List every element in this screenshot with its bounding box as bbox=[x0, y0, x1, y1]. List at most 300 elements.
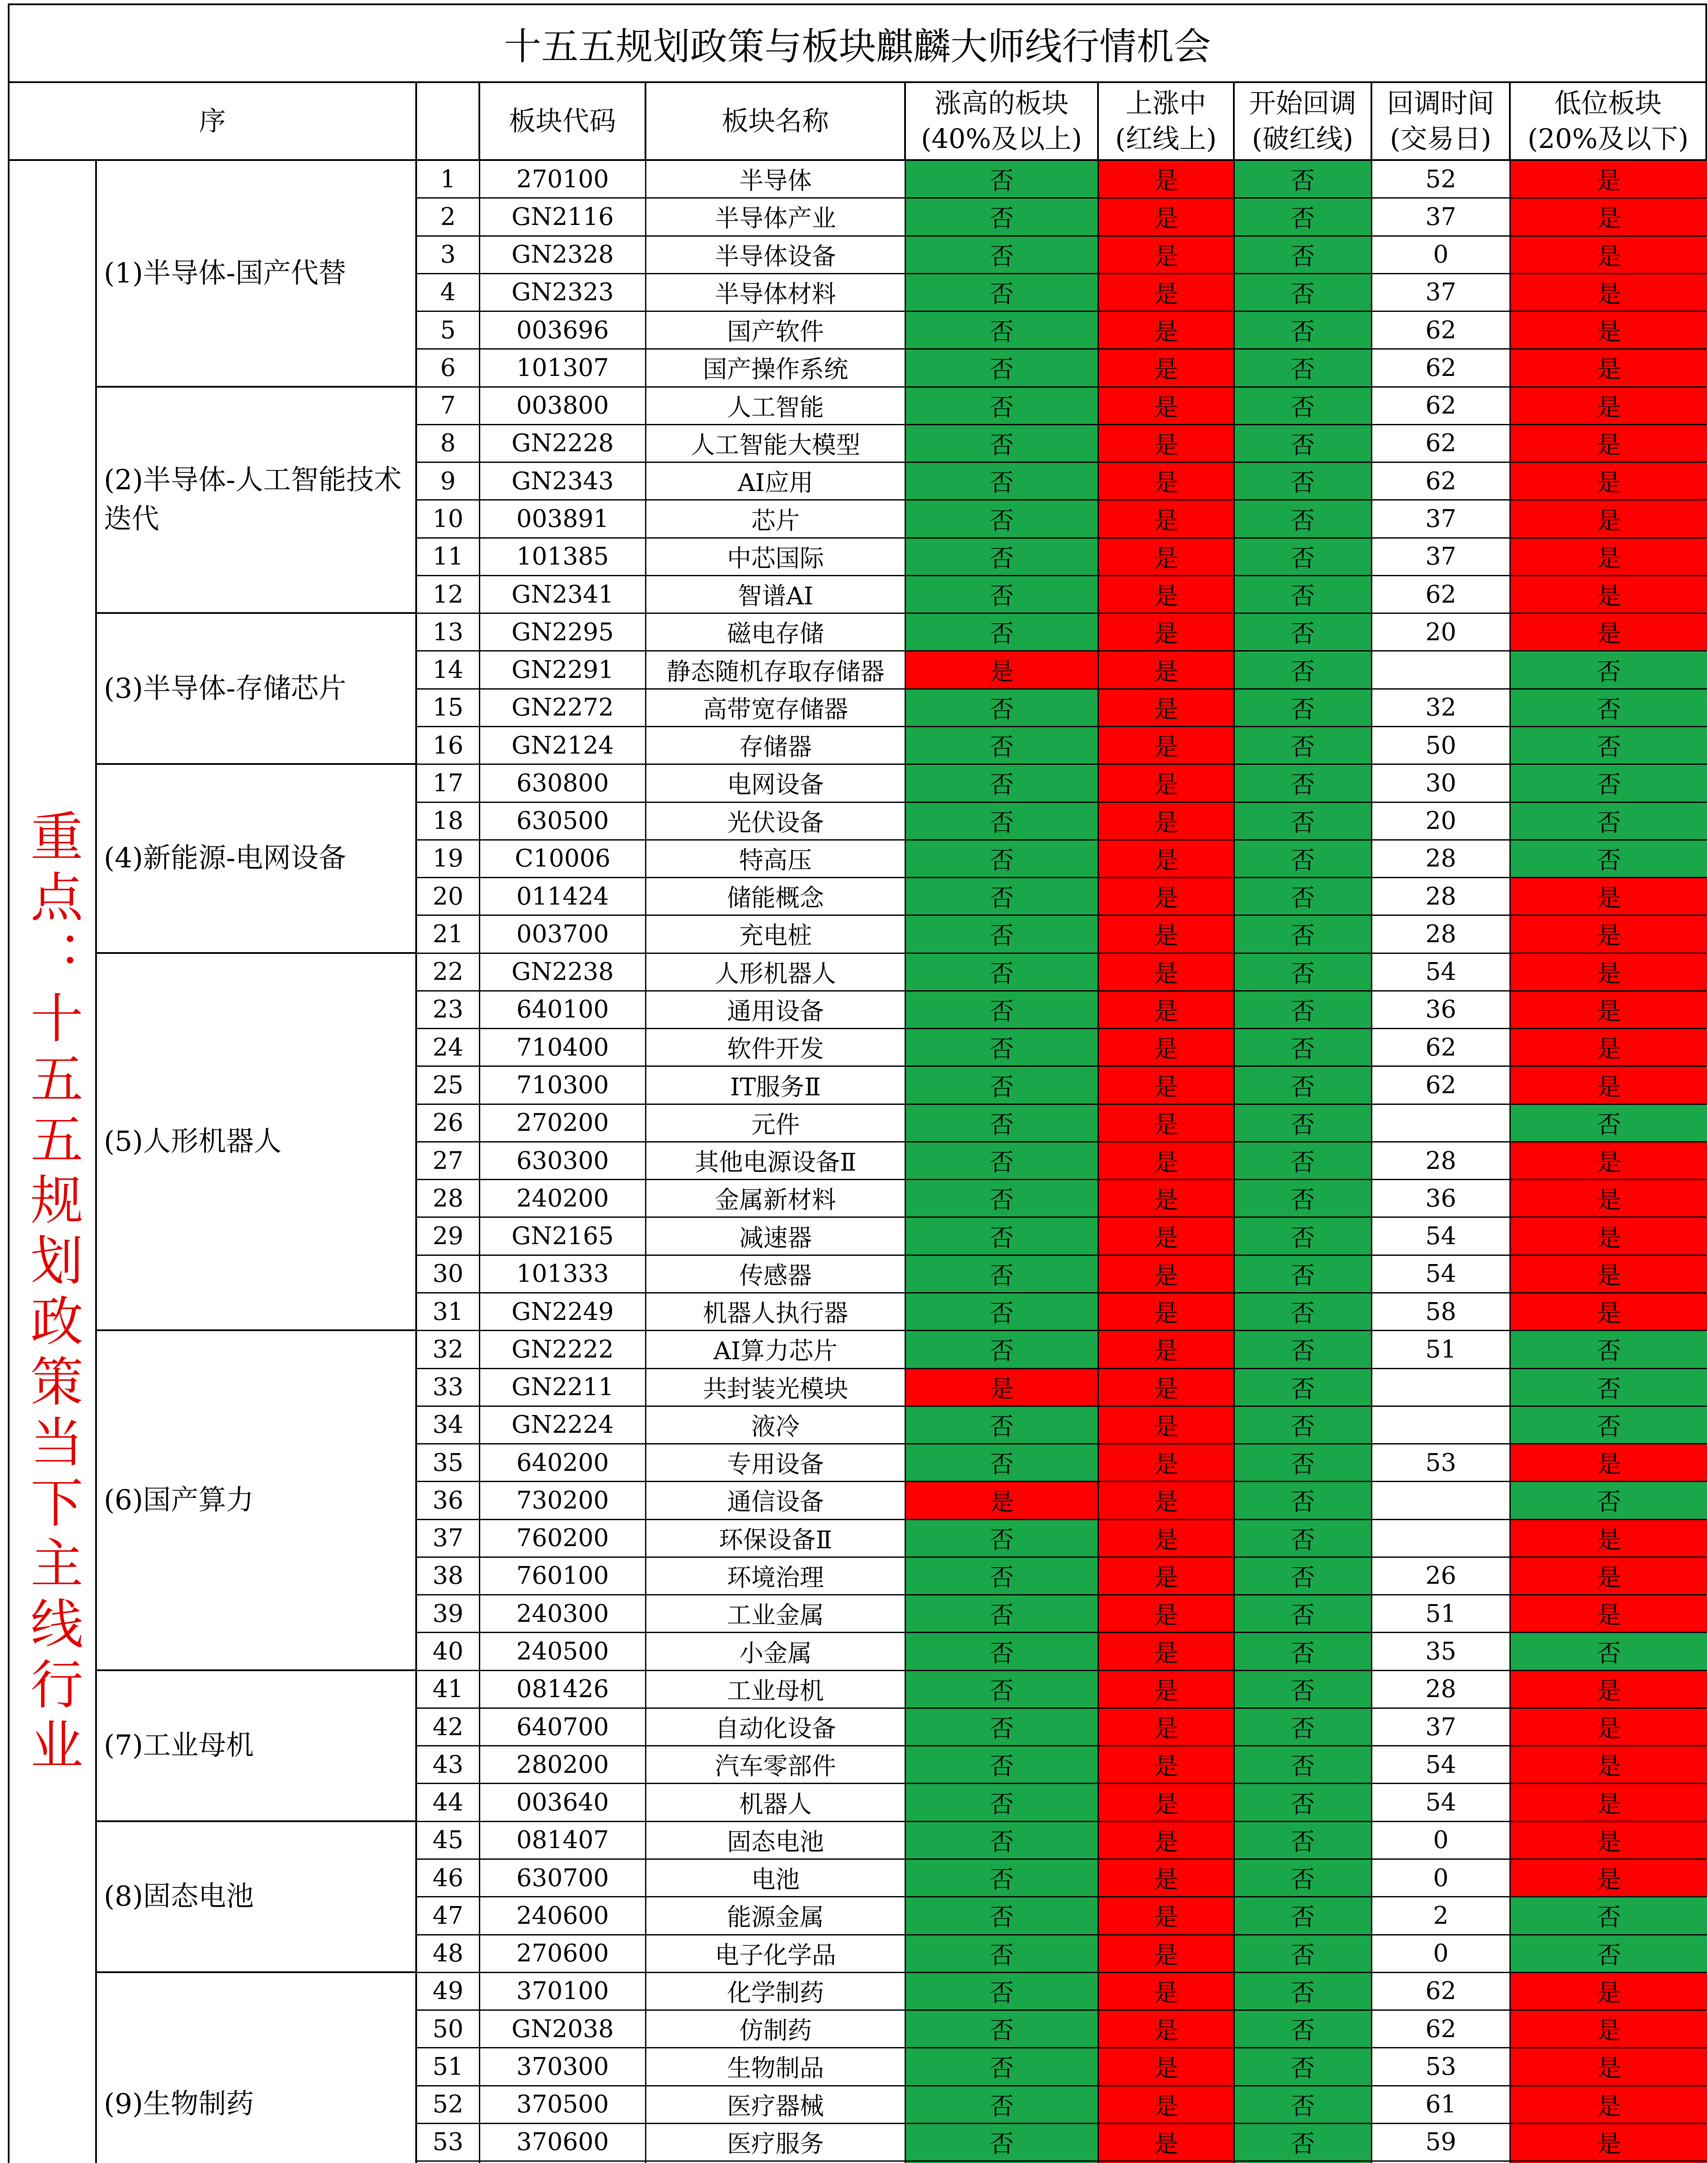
row-pullback-start: 否 bbox=[1235, 727, 1372, 764]
row-pullback-start: 否 bbox=[1235, 1822, 1372, 1858]
table-row bbox=[417, 237, 1707, 274]
row-pullback-days: 53 bbox=[1372, 1444, 1511, 1481]
row-pullback-days: 28 bbox=[1372, 878, 1511, 915]
row-name: 芯片 bbox=[646, 501, 906, 537]
row-index: 38 bbox=[417, 1558, 480, 1594]
row-rising: 是 bbox=[1099, 992, 1235, 1028]
row-index: 19 bbox=[417, 841, 480, 877]
row-pullback-days: 58 bbox=[1372, 1293, 1511, 1330]
row-rising: 是 bbox=[1099, 1633, 1235, 1669]
row-pullback-days: 30 bbox=[1372, 765, 1511, 801]
table-row bbox=[417, 576, 1707, 614]
row-pullback-start: 否 bbox=[1235, 1746, 1372, 1783]
row-rising: 是 bbox=[1099, 727, 1235, 764]
row-index: 45 bbox=[417, 1822, 480, 1858]
row-code: 370100 bbox=[480, 1973, 646, 2009]
row-index: 35 bbox=[417, 1444, 480, 1481]
row-pullback-start: 否 bbox=[1235, 1595, 1372, 1632]
row-low: 是 bbox=[1511, 501, 1707, 537]
spreadsheet bbox=[8, 3, 1707, 2163]
table-row bbox=[417, 878, 1707, 916]
table-row bbox=[417, 1633, 1707, 1671]
row-rising: 是 bbox=[1099, 1520, 1235, 1556]
row-rising: 是 bbox=[1099, 803, 1235, 839]
table-row bbox=[417, 1029, 1707, 1067]
table-row bbox=[417, 1105, 1707, 1142]
row-rising: 是 bbox=[1099, 2124, 1235, 2160]
row-index: 33 bbox=[417, 1369, 480, 1406]
row-rising: 是 bbox=[1099, 690, 1235, 726]
row-high: 否 bbox=[906, 425, 1099, 462]
row-low: 是 bbox=[1511, 1218, 1707, 1254]
table-row bbox=[417, 2124, 1707, 2162]
row-pullback-days: 62 bbox=[1372, 425, 1511, 462]
row-rising: 是 bbox=[1099, 765, 1235, 801]
row-high: 否 bbox=[906, 765, 1099, 801]
row-pullback-days: 62 bbox=[1372, 1973, 1511, 2009]
row-code: GN2228 bbox=[480, 425, 646, 462]
row-pullback-start: 否 bbox=[1235, 1331, 1372, 1367]
row-index: 29 bbox=[417, 1218, 480, 1254]
row-high: 是 bbox=[906, 1369, 1099, 1406]
header-pullback-start-line2: (破红线) bbox=[1252, 123, 1354, 154]
row-code: C10006 bbox=[480, 841, 646, 877]
row-pullback-start: 否 bbox=[1235, 1369, 1372, 1406]
row-name: 金属新材料 bbox=[646, 1180, 906, 1216]
row-name: 其他电源设备Ⅱ bbox=[646, 1142, 906, 1179]
row-high: 否 bbox=[906, 1180, 1099, 1216]
table-row bbox=[417, 1935, 1707, 1973]
row-code: GN2343 bbox=[480, 463, 646, 499]
row-index: 7 bbox=[417, 388, 480, 424]
row-name: 高带宽存储器 bbox=[646, 690, 906, 726]
row-pullback-start: 否 bbox=[1235, 1558, 1372, 1594]
row-low: 是 bbox=[1511, 1444, 1707, 1481]
row-pullback-start: 否 bbox=[1235, 878, 1372, 915]
row-high: 否 bbox=[906, 1331, 1099, 1367]
row-pullback-days: 54 bbox=[1372, 1218, 1511, 1254]
row-pullback-start: 否 bbox=[1235, 1633, 1372, 1669]
row-name: 工业母机 bbox=[646, 1671, 906, 1707]
row-code: GN2341 bbox=[480, 576, 646, 613]
row-index: 43 bbox=[417, 1746, 480, 1783]
row-code: 240500 bbox=[480, 1633, 646, 1669]
row-low: 是 bbox=[1511, 388, 1707, 424]
row-code: GN2291 bbox=[480, 651, 646, 688]
row-rising: 是 bbox=[1099, 1180, 1235, 1216]
row-rising: 是 bbox=[1099, 841, 1235, 877]
group-label: (5)人形机器人 bbox=[97, 954, 417, 1332]
row-index: 50 bbox=[417, 2011, 480, 2047]
row-high: 否 bbox=[906, 2086, 1099, 2123]
row-index: 37 bbox=[417, 1520, 480, 1556]
row-pullback-start: 否 bbox=[1235, 1784, 1372, 1820]
row-name: 光伏设备 bbox=[646, 803, 906, 839]
row-index: 14 bbox=[417, 651, 480, 688]
row-low: 是 bbox=[1511, 1784, 1707, 1820]
header-pullback-start-line1: 开始回调 bbox=[1249, 87, 1356, 119]
row-code: 003700 bbox=[480, 916, 646, 952]
row-high: 否 bbox=[906, 539, 1099, 575]
row-code: 003800 bbox=[480, 388, 646, 424]
row-high: 否 bbox=[906, 2048, 1099, 2085]
row-name: 小金属 bbox=[646, 1633, 906, 1669]
row-pullback-start: 否 bbox=[1235, 1067, 1372, 1103]
row-high: 否 bbox=[906, 803, 1099, 839]
row-name: 存储器 bbox=[646, 727, 906, 764]
row-name: 储能概念 bbox=[646, 878, 906, 915]
row-rising: 是 bbox=[1099, 350, 1235, 386]
row-name: 人工智能大模型 bbox=[646, 425, 906, 462]
row-code: 240300 bbox=[480, 1595, 646, 1632]
header-high bbox=[906, 83, 1099, 159]
table-row bbox=[417, 350, 1707, 387]
table-row bbox=[417, 841, 1707, 878]
row-code: 240200 bbox=[480, 1180, 646, 1216]
row-low: 否 bbox=[1511, 1633, 1707, 1669]
row-pullback-days: 36 bbox=[1372, 1180, 1511, 1216]
row-code: 003891 bbox=[480, 501, 646, 537]
group-label: (1)半导体-国产代替 bbox=[97, 161, 417, 388]
group-label: (8)固态电池 bbox=[97, 1822, 417, 1973]
row-high: 否 bbox=[906, 1973, 1099, 2009]
row-code: 280200 bbox=[480, 1746, 646, 1783]
row-index: 39 bbox=[417, 1595, 480, 1632]
row-pullback-start: 否 bbox=[1235, 274, 1372, 311]
row-index: 52 bbox=[417, 2086, 480, 2123]
row-name: 静态随机存取存储器 bbox=[646, 651, 906, 688]
row-pullback-start: 否 bbox=[1235, 1444, 1372, 1481]
row-rising: 是 bbox=[1099, 161, 1235, 197]
row-high: 否 bbox=[906, 1029, 1099, 1065]
row-low: 否 bbox=[1511, 803, 1707, 839]
row-low: 是 bbox=[1511, 1520, 1707, 1556]
row-low: 否 bbox=[1511, 1897, 1707, 1934]
row-pullback-days bbox=[1372, 1105, 1511, 1141]
row-rising: 是 bbox=[1099, 1973, 1235, 2009]
row-code: 101333 bbox=[480, 1256, 646, 1292]
row-pullback-start: 否 bbox=[1235, 1973, 1372, 2009]
row-index: 26 bbox=[417, 1105, 480, 1141]
row-rising: 是 bbox=[1099, 1331, 1235, 1367]
header-high-line1: 涨高的板块 bbox=[934, 87, 1069, 119]
row-pullback-days: 37 bbox=[1372, 199, 1511, 235]
row-code: 011424 bbox=[480, 878, 646, 915]
row-low: 是 bbox=[1511, 161, 1707, 197]
row-low: 是 bbox=[1511, 576, 1707, 613]
row-pullback-start: 否 bbox=[1235, 350, 1372, 386]
row-pullback-start: 否 bbox=[1235, 841, 1372, 877]
row-pullback-start: 否 bbox=[1235, 614, 1372, 650]
row-low: 是 bbox=[1511, 1029, 1707, 1065]
row-code: GN2249 bbox=[480, 1293, 646, 1330]
row-code: 630800 bbox=[480, 765, 646, 801]
row-high: 否 bbox=[906, 878, 1099, 915]
row-index: 41 bbox=[417, 1671, 480, 1707]
row-code: 101307 bbox=[480, 350, 646, 386]
row-high: 是 bbox=[906, 651, 1099, 688]
row-pullback-start: 否 bbox=[1235, 237, 1372, 273]
row-low: 否 bbox=[1511, 727, 1707, 764]
group-label: (9)生物制药 bbox=[97, 1973, 417, 2163]
table-row bbox=[417, 1256, 1707, 1293]
row-name: AI算力芯片 bbox=[646, 1331, 906, 1367]
header-low-line1: 低位板块 bbox=[1554, 87, 1662, 119]
row-pullback-days: 26 bbox=[1372, 1558, 1511, 1594]
row-pullback-days bbox=[1372, 1520, 1511, 1556]
row-code: GN2165 bbox=[480, 1218, 646, 1254]
row-name: 工业金属 bbox=[646, 1595, 906, 1632]
row-index: 9 bbox=[417, 463, 480, 499]
row-name: 电池 bbox=[646, 1860, 906, 1896]
row-high: 否 bbox=[906, 1520, 1099, 1556]
row-pullback-start: 否 bbox=[1235, 1293, 1372, 1330]
row-name: 医疗器械 bbox=[646, 2086, 906, 2123]
row-code: 370300 bbox=[480, 2048, 646, 2085]
row-pullback-days: 62 bbox=[1372, 1067, 1511, 1103]
row-rising: 是 bbox=[1099, 463, 1235, 499]
row-name: 环保设备Ⅱ bbox=[646, 1520, 906, 1556]
row-low: 是 bbox=[1511, 1595, 1707, 1632]
row-low: 是 bbox=[1511, 2011, 1707, 2047]
row-high: 否 bbox=[906, 312, 1099, 348]
row-rising: 是 bbox=[1099, 1935, 1235, 1972]
table-row bbox=[417, 1482, 1707, 1520]
row-code: 003696 bbox=[480, 312, 646, 348]
row-name: 智谱AI bbox=[646, 576, 906, 613]
row-pullback-days: 37 bbox=[1372, 539, 1511, 575]
row-pullback-days: 0 bbox=[1372, 1935, 1511, 1972]
row-pullback-start: 否 bbox=[1235, 312, 1372, 348]
header-pullback-start bbox=[1235, 83, 1372, 159]
row-low: 是 bbox=[1511, 350, 1707, 386]
row-pullback-start: 否 bbox=[1235, 1218, 1372, 1254]
row-high: 否 bbox=[906, 2124, 1099, 2160]
row-name: 医疗服务 bbox=[646, 2124, 906, 2160]
row-name: 中芯国际 bbox=[646, 539, 906, 575]
row-name: 通信设备 bbox=[646, 1482, 906, 1518]
row-name: 国产操作系统 bbox=[646, 350, 906, 386]
table-row bbox=[417, 274, 1707, 312]
row-pullback-start: 否 bbox=[1235, 1897, 1372, 1934]
row-pullback-start: 否 bbox=[1235, 1142, 1372, 1179]
row-high: 否 bbox=[906, 1822, 1099, 1858]
row-code: 760100 bbox=[480, 1558, 646, 1594]
row-rising: 是 bbox=[1099, 1256, 1235, 1292]
table-row bbox=[417, 916, 1707, 953]
row-pullback-days: 2 bbox=[1372, 1897, 1511, 1934]
row-rising: 是 bbox=[1099, 1746, 1235, 1783]
row-pullback-days: 59 bbox=[1372, 2124, 1511, 2160]
table-row bbox=[417, 2011, 1707, 2048]
row-index: 17 bbox=[417, 765, 480, 801]
row-index: 32 bbox=[417, 1331, 480, 1367]
table-row bbox=[417, 992, 1707, 1029]
row-rising: 是 bbox=[1099, 1407, 1235, 1443]
row-high: 否 bbox=[906, 1633, 1099, 1669]
row-name: 充电桩 bbox=[646, 916, 906, 952]
row-code: GN2295 bbox=[480, 614, 646, 650]
row-name: 能源金属 bbox=[646, 1897, 906, 1934]
row-pullback-start: 否 bbox=[1235, 1256, 1372, 1292]
row-pullback-start: 否 bbox=[1235, 1105, 1372, 1141]
row-index: 27 bbox=[417, 1142, 480, 1179]
row-index: 24 bbox=[417, 1029, 480, 1065]
table-row bbox=[417, 727, 1707, 765]
row-high: 否 bbox=[906, 237, 1099, 273]
row-pullback-days: 28 bbox=[1372, 1142, 1511, 1179]
row-pullback-days: 50 bbox=[1372, 727, 1511, 764]
table-row bbox=[417, 1293, 1707, 1331]
row-index: 40 bbox=[417, 1633, 480, 1669]
table-row bbox=[417, 1822, 1707, 1860]
row-low: 否 bbox=[1511, 765, 1707, 801]
row-code: GN2222 bbox=[480, 1331, 646, 1367]
header-pullback-days-line1: 回调时间 bbox=[1387, 87, 1494, 119]
row-pullback-days: 62 bbox=[1372, 312, 1511, 348]
row-low: 否 bbox=[1511, 1369, 1707, 1406]
table-row bbox=[417, 1142, 1707, 1180]
row-code: 370500 bbox=[480, 2086, 646, 2123]
row-code: 630700 bbox=[480, 1860, 646, 1896]
row-pullback-start: 否 bbox=[1235, 199, 1372, 235]
row-pullback-start: 否 bbox=[1235, 1860, 1372, 1896]
row-high: 否 bbox=[906, 199, 1099, 235]
row-low: 否 bbox=[1511, 690, 1707, 726]
row-pullback-start: 否 bbox=[1235, 954, 1372, 990]
row-pullback-days: 51 bbox=[1372, 1331, 1511, 1367]
table-row bbox=[417, 1709, 1707, 1746]
row-low: 是 bbox=[1511, 425, 1707, 462]
row-low: 是 bbox=[1511, 237, 1707, 273]
row-low: 否 bbox=[1511, 1105, 1707, 1141]
group-label: (4)新能源-电网设备 bbox=[97, 765, 417, 953]
row-pullback-days: 54 bbox=[1372, 1784, 1511, 1820]
row-name: 固态电池 bbox=[646, 1822, 906, 1858]
row-low: 是 bbox=[1511, 1746, 1707, 1783]
row-pullback-days: 62 bbox=[1372, 388, 1511, 424]
row-pullback-days: 32 bbox=[1372, 690, 1511, 726]
row-high: 否 bbox=[906, 916, 1099, 952]
row-rising: 是 bbox=[1099, 2048, 1235, 2085]
row-rising: 是 bbox=[1099, 2011, 1235, 2047]
row-name: 半导体设备 bbox=[646, 237, 906, 273]
row-low: 否 bbox=[1511, 841, 1707, 877]
row-code: 270100 bbox=[480, 161, 646, 197]
row-rising: 是 bbox=[1099, 1595, 1235, 1632]
row-code: GN2224 bbox=[480, 1407, 646, 1443]
row-index: 46 bbox=[417, 1860, 480, 1896]
row-code: 630300 bbox=[480, 1142, 646, 1179]
group-label: (2)半导体-人工智能技术迭代 bbox=[97, 388, 417, 614]
row-low: 是 bbox=[1511, 1822, 1707, 1858]
row-high: 否 bbox=[906, 1105, 1099, 1141]
row-index: 49 bbox=[417, 1973, 480, 2009]
row-index: 36 bbox=[417, 1482, 480, 1518]
row-high: 否 bbox=[906, 501, 1099, 537]
row-index: 18 bbox=[417, 803, 480, 839]
table-row bbox=[417, 199, 1707, 236]
row-high: 否 bbox=[906, 841, 1099, 877]
row-code: GN2116 bbox=[480, 199, 646, 235]
row-pullback-start: 否 bbox=[1235, 576, 1372, 613]
row-code: 081426 bbox=[480, 1671, 646, 1707]
row-pullback-days: 20 bbox=[1372, 803, 1511, 839]
row-pullback-start: 否 bbox=[1235, 992, 1372, 1028]
row-name: 人形机器人 bbox=[646, 954, 906, 990]
row-pullback-days: 0 bbox=[1372, 1822, 1511, 1858]
row-low: 是 bbox=[1511, 199, 1707, 235]
row-low: 否 bbox=[1511, 651, 1707, 688]
row-rising: 是 bbox=[1099, 388, 1235, 424]
row-index: 20 bbox=[417, 878, 480, 915]
row-code: GN2328 bbox=[480, 237, 646, 273]
row-name: 特高压 bbox=[646, 841, 906, 877]
row-high: 否 bbox=[906, 388, 1099, 424]
row-code: 370600 bbox=[480, 2124, 646, 2160]
row-rising: 是 bbox=[1099, 1293, 1235, 1330]
row-low: 否 bbox=[1511, 1935, 1707, 1972]
row-index: 1 bbox=[417, 161, 480, 197]
row-name: 磁电存储 bbox=[646, 614, 906, 650]
row-code: 640200 bbox=[480, 1444, 646, 1481]
row-low: 是 bbox=[1511, 1142, 1707, 1179]
row-pullback-days: 62 bbox=[1372, 463, 1511, 499]
header-rising-line1: 上涨中 bbox=[1125, 87, 1206, 119]
row-name: 仿制药 bbox=[646, 2011, 906, 2047]
row-pullback-days: 52 bbox=[1372, 161, 1511, 197]
row-rising: 是 bbox=[1099, 1897, 1235, 1934]
row-pullback-days: 36 bbox=[1372, 992, 1511, 1028]
row-rising: 是 bbox=[1099, 1105, 1235, 1141]
row-name: 半导体材料 bbox=[646, 274, 906, 311]
row-index: 8 bbox=[417, 425, 480, 462]
row-pullback-start: 否 bbox=[1235, 388, 1372, 424]
table-row bbox=[417, 1595, 1707, 1633]
row-name: 减速器 bbox=[646, 1218, 906, 1254]
row-index: 13 bbox=[417, 614, 480, 650]
table-row bbox=[417, 1973, 1707, 2011]
row-rising: 是 bbox=[1099, 1142, 1235, 1179]
row-rising: 是 bbox=[1099, 878, 1235, 915]
row-name: 机器人 bbox=[646, 1784, 906, 1820]
row-low: 是 bbox=[1511, 1558, 1707, 1594]
row-index: 6 bbox=[417, 350, 480, 386]
row-low: 是 bbox=[1511, 274, 1707, 311]
row-pullback-days bbox=[1372, 1482, 1511, 1518]
row-high: 否 bbox=[906, 274, 1099, 311]
row-code: GN2323 bbox=[480, 274, 646, 311]
row-rising: 是 bbox=[1099, 1860, 1235, 1896]
row-low: 是 bbox=[1511, 463, 1707, 499]
row-name: 半导体产业 bbox=[646, 199, 906, 235]
row-low: 是 bbox=[1511, 539, 1707, 575]
row-index: 51 bbox=[417, 2048, 480, 2085]
row-pullback-start: 否 bbox=[1235, 1709, 1372, 1745]
row-low: 是 bbox=[1511, 954, 1707, 990]
row-high: 否 bbox=[906, 1595, 1099, 1632]
table-row bbox=[417, 1067, 1707, 1104]
row-pullback-start: 否 bbox=[1235, 161, 1372, 197]
row-code: 101385 bbox=[480, 539, 646, 575]
row-low: 是 bbox=[1511, 2086, 1707, 2123]
row-code: 081407 bbox=[480, 1822, 646, 1858]
row-index: 31 bbox=[417, 1293, 480, 1330]
row-code: 730200 bbox=[480, 1482, 646, 1518]
header-low-line2: (20%及以下) bbox=[1527, 123, 1689, 154]
row-pullback-start: 否 bbox=[1235, 916, 1372, 952]
row-low: 是 bbox=[1511, 2124, 1707, 2160]
